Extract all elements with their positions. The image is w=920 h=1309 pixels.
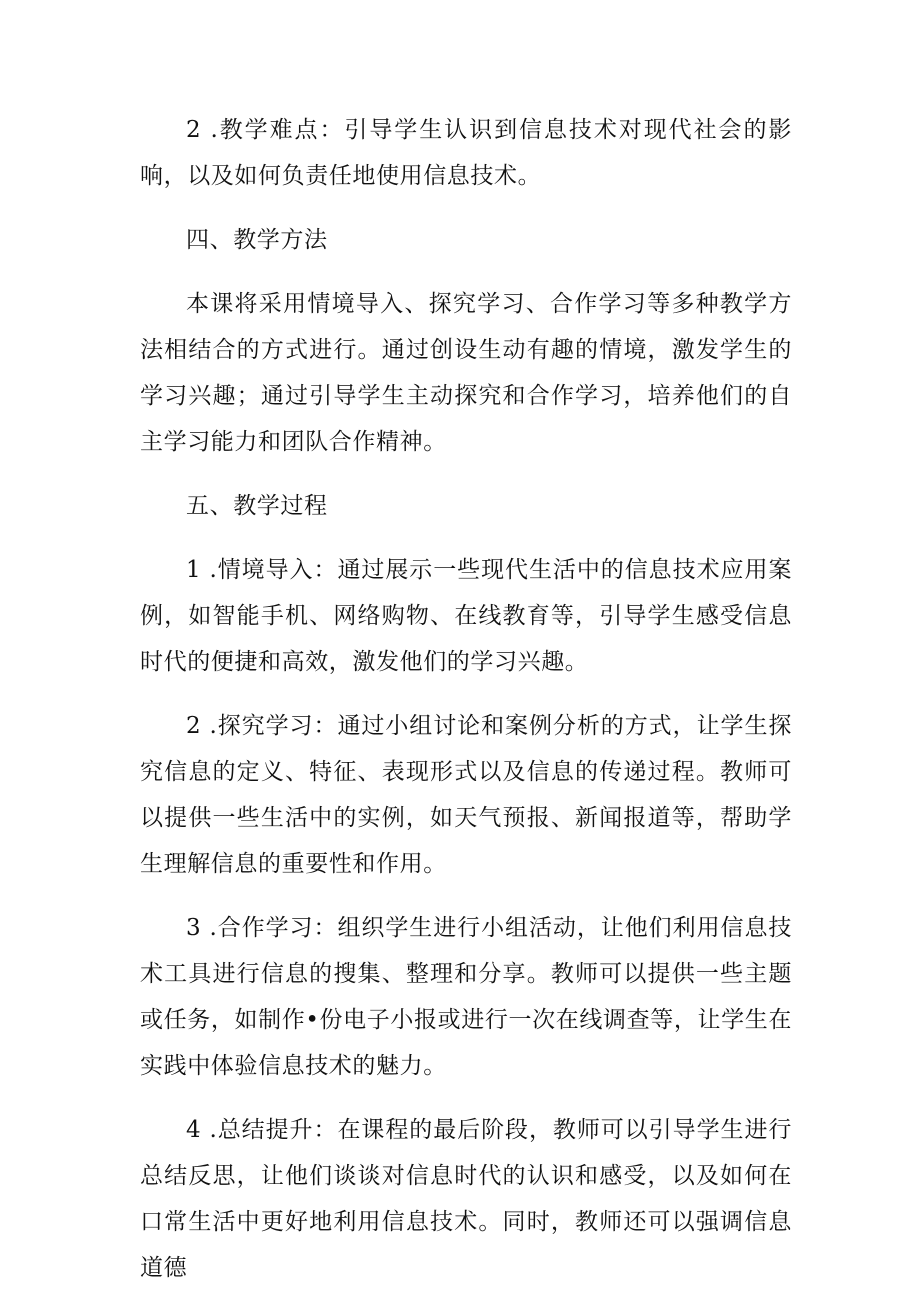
paragraph-step-situation-intro: 1 .情境导入：通过展示一些现代生活中的信息技术应用案例，如智能手机、网络购物、在线教育等，引导学生感受信息时代的便捷和高效，激发他们的学习兴趣。 — [140, 557, 792, 675]
paragraph-step-inquiry-learning: 2 .探究学习：通过小组讨论和案例分析的方式，让学生探究信息的定义、特征、表现形式以及信息的传递过程。教师可以提供一些生活中的实例，如天气预报、新闻报道等，帮助学生理解信息的重要性和作用。 — [140, 713, 792, 877]
section-heading-teaching-process: 五、教学过程 — [186, 493, 328, 519]
paragraph-teaching-methods: 本课将采用情境导入、探究学习、合作学习等多种教学方法相结合的方式进行。通过创设生动有趣的情境，激发学生的学习兴趣；通过引导学生主动探究和合作学习，培养他们的自主学习能力和团队合作精神。 — [140, 291, 792, 455]
section-heading-teaching-methods: 四、教学方法 — [186, 227, 328, 253]
paragraph-step-cooperative-learning: 3 .合作学习：组织学生进行小组活动，让他们利用信息技术工具进行信息的搜集、整理和分享。教师可以提供一些主题或任务，如制作•份电子小报或进行一次在线调查等，让学生在实践中体验信息技术的魅力。 — [140, 915, 792, 1079]
paragraph-teaching-difficulty: 2 .教学难点：引导学生认识到信息技术对现代社会的影响，以及如何负责任地使用信息技术。 — [140, 117, 792, 189]
document-page — [140, 107, 792, 1309]
paragraph-step-summary: 4 .总结提升：在课程的最后阶段，教师可以引导学生进行总结反思，让他们谈谈对信息时代的认识和感受，以及如何在口常生活中更好地利用信息技术。同时，教师还可以强调信息道德 — [140, 1117, 792, 1281]
